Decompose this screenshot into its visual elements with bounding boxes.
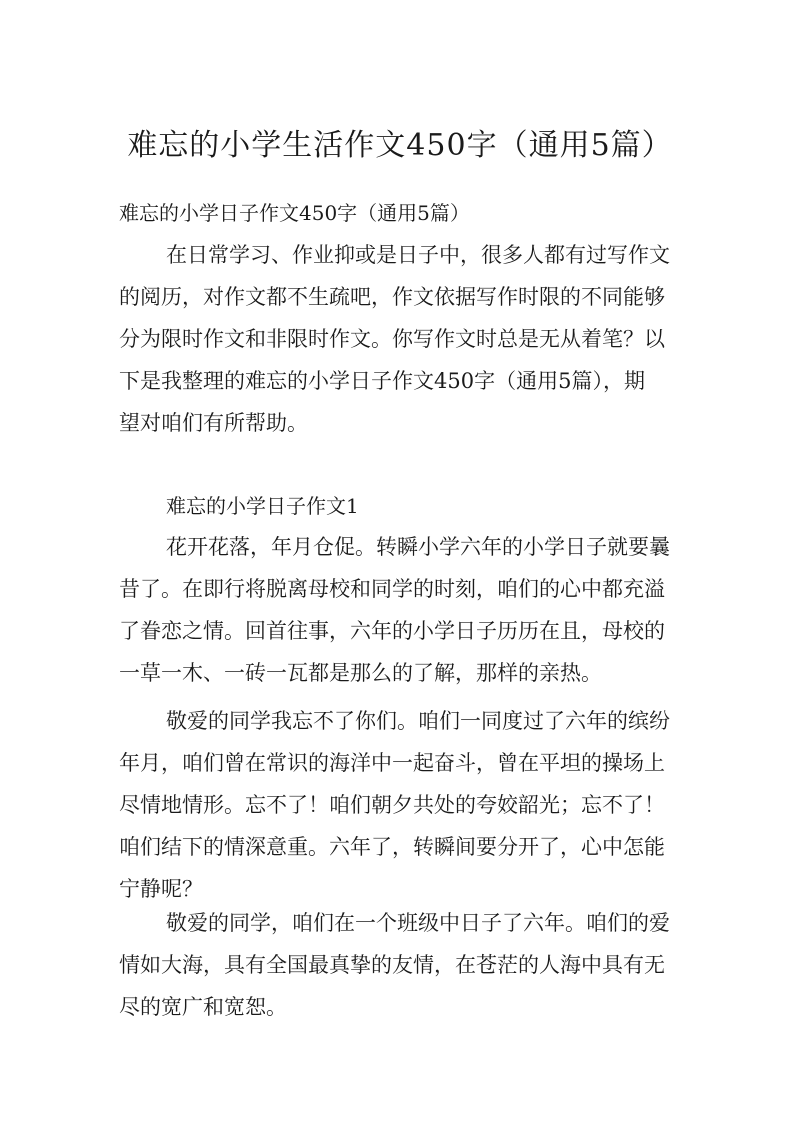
intro-line: 的阅历，对作文都不生疏吧，作文依据写作时限的不同能够 xyxy=(119,285,665,309)
paragraph-line: 一草一木、一砖一瓦都是那么的了解，那样的亲热。 xyxy=(119,661,602,685)
essay-paragraph-1 xyxy=(119,526,687,694)
paragraph-line: 宁静呢？ xyxy=(119,877,203,901)
paragraph-line: 昔了。在即行将脱离母校和同学的时刻，咱们的心中都充溢 xyxy=(119,577,665,601)
paragraph-line: 情如大海，具有全国最真挚的友情，在苍茫的人海中具有无 xyxy=(119,953,665,977)
intro-line: 望对咱们有所帮助。 xyxy=(119,411,308,435)
paragraph-line: 尽的宽广和宽恕。 xyxy=(119,995,287,1019)
intro-paragraph xyxy=(119,234,687,444)
intro-line: 在日常学习、作业抑或是日子中，很多人都有过写作文 xyxy=(166,243,670,267)
section-heading: 难忘的小学日子作文1 xyxy=(166,494,359,518)
paragraph-line: 敬爱的同学我忘不了你们。咱们一同度过了六年的缤纷 xyxy=(166,709,670,733)
essay-paragraph-3 xyxy=(119,902,687,1028)
document-subtitle: 难忘的小学日子作文450字（通用5篇） xyxy=(119,201,470,225)
paragraph-line: 敬爱的同学，咱们在一个班级中日子了六年。咱们的爱 xyxy=(166,911,670,935)
intro-line: 下是我整理的难忘的小学日子作文450字（通用5篇），期 xyxy=(119,369,645,393)
essay-paragraph-2 xyxy=(119,700,687,910)
paragraph-line: 花开花落，年月仓促。转瞬小学六年的小学日子就要曩 xyxy=(166,535,670,559)
document-title: 难忘的小学生活作文450字（通用5篇） xyxy=(127,128,673,163)
paragraph-line: 尽情地情形。忘不了！咱们朝夕共处的夸姣韶光；忘不了！ xyxy=(119,793,665,817)
paragraph-line: 年月，咱们曾在常识的海洋中一起奋斗，曾在平坦的操场上 xyxy=(119,751,665,775)
paragraph-line: 了眷恋之情。回首往事，六年的小学日子历历在且，母校的 xyxy=(119,619,665,643)
paragraph-line: 咱们结下的情深意重。六年了，转瞬间要分开了，心中怎能 xyxy=(119,835,665,859)
intro-line: 分为限时作文和非限时作文。你写作文时总是无从着笔？以 xyxy=(119,327,665,351)
